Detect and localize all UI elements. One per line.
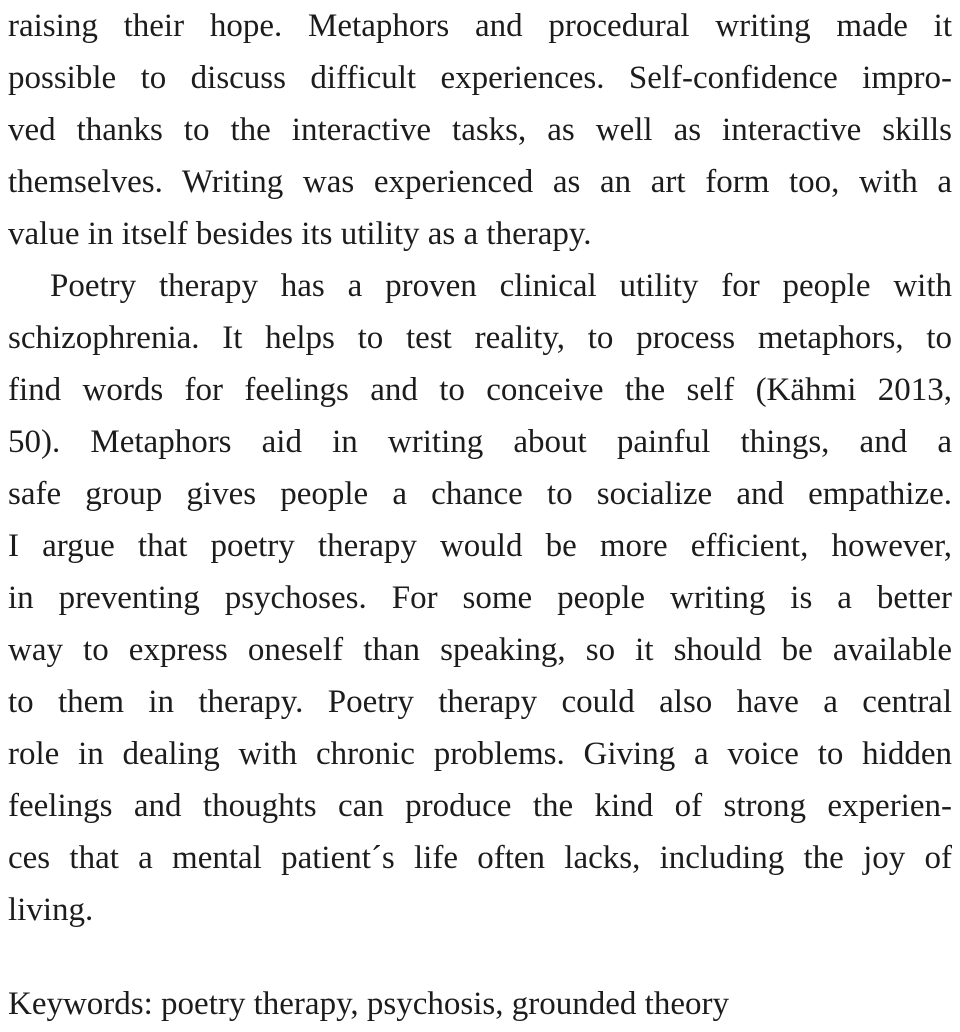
text-line: 50). Metaphors aid in writing about painful things, and a: [8, 424, 952, 460]
text-line: ces that a mental patient´s life often lacks, including the joy of: [8, 840, 952, 876]
text-line: possible to discuss difficult experiences. Self-confidence impro-: [8, 60, 952, 96]
text-line: in preventing psychoses. For some people writing is a better: [8, 580, 952, 616]
text-line: themselves. Writing was experienced as an art form too, with a: [8, 164, 952, 200]
text-line: I argue that poetry therapy would be more efficient, however,: [8, 528, 952, 564]
text-line: value in itself besides its utility as a therapy.: [8, 216, 592, 252]
text-line: way to express oneself than speaking, so it should be available: [8, 632, 952, 668]
text-line: living.: [8, 892, 94, 928]
keywords-line: Keywords: poetry therapy, psychosis, grounded theory: [8, 986, 729, 1022]
text-line: safe group gives people a chance to socialize and empathize.: [8, 476, 952, 512]
text-line: role in dealing with chronic problems. Giving a voice to hidden: [8, 736, 952, 772]
text-line: find words for feelings and to conceive the self (Kähmi 2013,: [8, 372, 952, 408]
text-line: raising their hope. Metaphors and procedural writing made it: [8, 8, 952, 44]
text-line: schizophrenia. It helps to test reality, to process metaphors, to: [8, 320, 952, 356]
text-line: feelings and thoughts can produce the kind of strong experien-: [8, 788, 952, 824]
text-line: ved thanks to the interactive tasks, as well as interactive skills: [8, 112, 952, 148]
text-line: Poetry therapy has a proven clinical utility for people with: [50, 268, 952, 304]
text-line: to them in therapy. Poetry therapy could also have a central: [8, 684, 952, 720]
